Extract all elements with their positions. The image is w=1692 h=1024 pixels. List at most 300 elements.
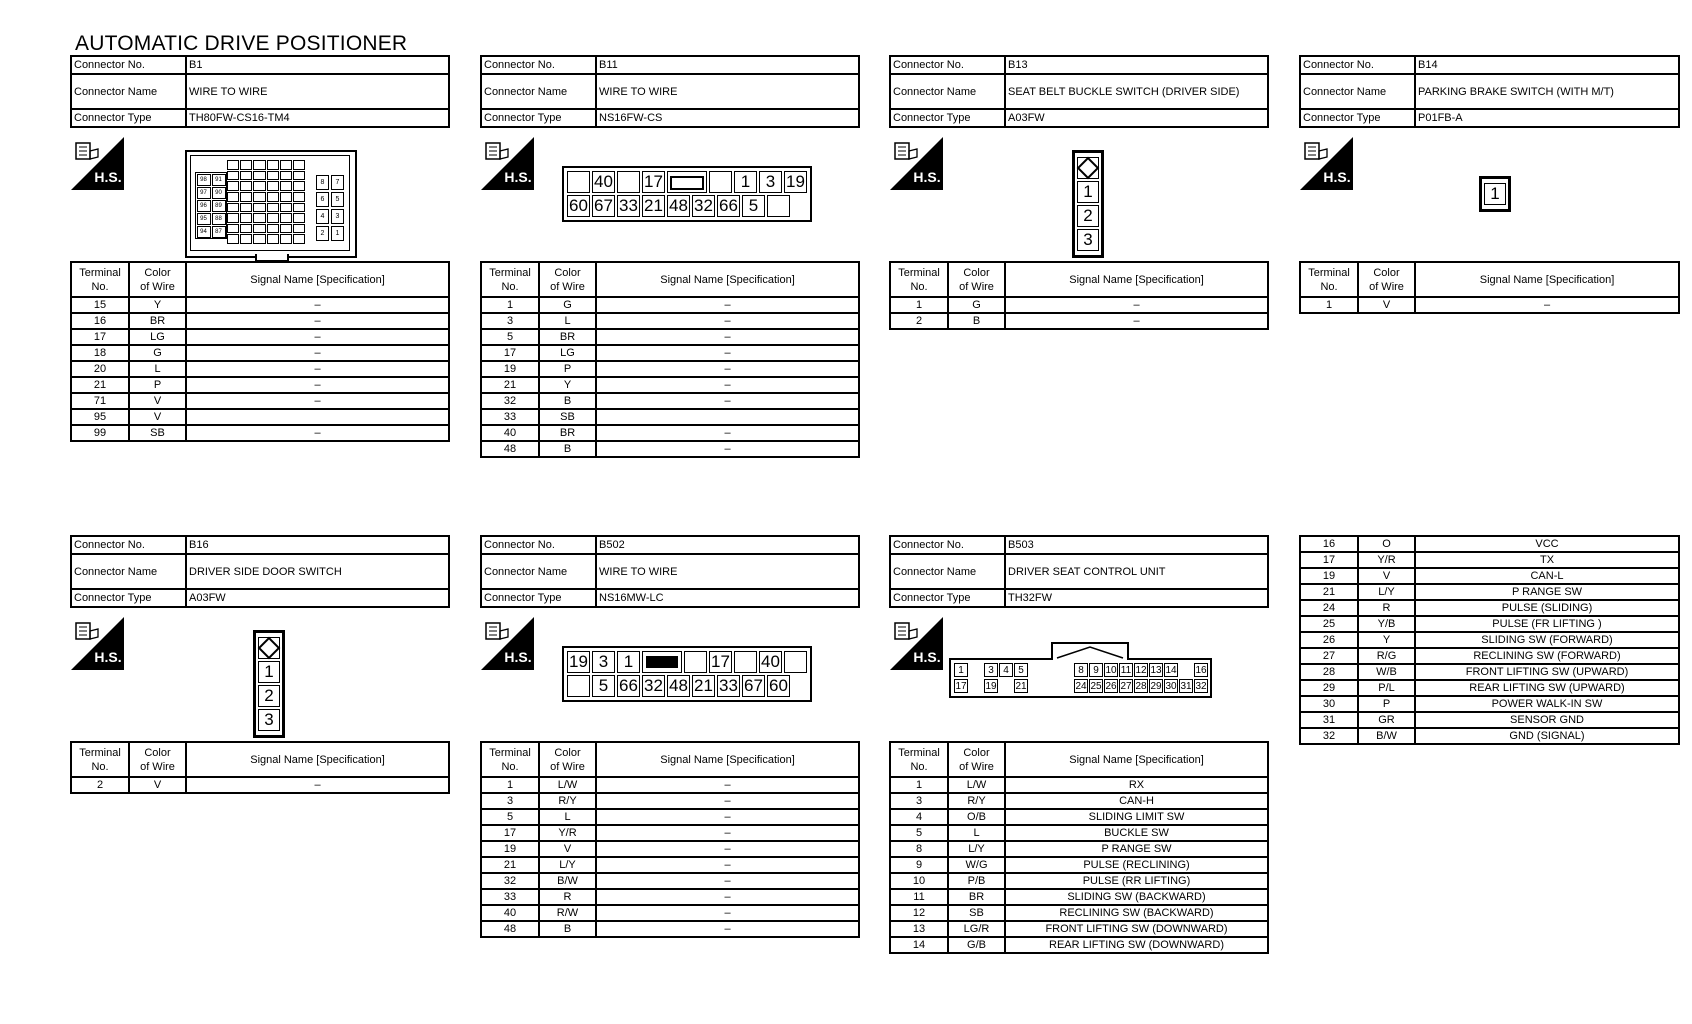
signal-name: – [596,777,859,793]
signal-name [596,409,859,425]
connector-pin-cell [267,213,279,223]
connector-pin-cell [240,181,252,191]
connector-pin: 24 [1075,681,1087,692]
hs-label: H.S. [913,649,941,665]
terminal-no-header: Terminal No. [71,262,129,297]
table-row [481,297,859,313]
wire-color: V [129,393,186,409]
terminal-table [889,261,1269,330]
connector-pin-cell [240,234,252,244]
signal-name: PULSE (FR LIFTING ) [1415,616,1679,632]
connector-no-row [890,56,1268,74]
connector-name-label: Connector Name [481,554,596,589]
connector-pin: 21 [692,675,715,697]
wire-color: L/Y [1358,584,1415,600]
connector-pin [1044,679,1058,693]
connector-pin: 5 [592,675,615,697]
terminal-no: 28 [1300,664,1358,680]
terminal-no: 19 [1300,568,1358,584]
terminal-no: 48 [481,921,539,937]
wire-color: P/L [1358,680,1415,696]
connector-pin [1029,679,1043,693]
connector-header [480,55,860,128]
terminal-no: 25 [1300,616,1358,632]
terminal-no: 1 [1300,297,1358,313]
wire-color: R/W [539,905,596,921]
connector-pin: 3 [258,709,280,731]
connector-pin-cell [293,234,305,244]
wire-color: R [1358,600,1415,616]
connector-pin-cell [253,181,265,191]
connector-pin: 3 [331,209,344,224]
connector-no-label: Connector No. [71,536,186,554]
terminal-table [70,261,450,442]
connector-pin [734,651,757,673]
connector-pin: 60 [567,195,590,217]
terminal-no: 29 [1300,680,1358,696]
connector-pin-cell [267,224,279,234]
connector-pin-cell [293,181,305,191]
wire-color: P [129,377,186,393]
signal-name: – [186,777,449,793]
color-of-wire-header: Color of Wire [1358,262,1415,297]
pin-block-center [227,160,305,244]
terminal-table-header [71,742,449,777]
connector-pin: 60 [767,675,790,697]
connector-type-row [890,109,1268,127]
signal-name: – [186,313,449,329]
signal-name: SENSOR GND [1415,712,1679,728]
terminal-no: 5 [890,825,948,841]
table-row [1300,696,1679,712]
connector-pin-cell [280,171,292,181]
pin-row-top [953,662,1208,678]
wire-color: V [1358,297,1415,313]
color-of-wire-header: Color of Wire [129,742,186,777]
connector-no-label: Connector No. [1300,56,1415,74]
harness-side-icon [71,617,124,670]
signal-name: – [1005,313,1268,329]
connector-pin: 8 [1074,663,1088,677]
terminal-no-header: Terminal No. [481,262,539,297]
connector-type-row [481,589,859,607]
wire-color: Y [129,297,186,313]
wire-color: R [539,889,596,905]
wire-color: B [539,393,596,409]
connector-pin: 3 [592,651,615,673]
terminal-no: 19 [481,361,539,377]
terminal-no: 11 [890,889,948,905]
wire-color: B [539,921,596,937]
connector-pin [969,679,983,693]
signal-name: – [596,905,859,921]
connector-pin [999,679,1013,693]
table-row [1300,584,1679,600]
table-row [1300,552,1679,568]
connector-type-label: Connector Type [890,109,1005,127]
connector-pin: 17 [955,681,967,692]
connector-pin-cell [240,160,252,170]
connector-type-value: NS16MW-LC [596,589,859,607]
terminal-no: 10 [890,873,948,889]
connector-pin: 29 [1150,681,1162,692]
wire-color: B [948,313,1005,329]
wire-color: V [1358,568,1415,584]
table-row [1300,616,1679,632]
terminal-no: 99 [71,425,129,441]
connector-pin-cell [253,213,265,223]
wire-color: L [539,313,596,329]
color-of-wire-header: Color of Wire [129,262,186,297]
connector-pin-cell [227,234,239,244]
connector-pin: 66 [717,195,740,217]
wire-color: G/B [948,937,1005,953]
connector-pin-cell [253,203,265,213]
pin-row [315,225,345,242]
terminal-no: 3 [890,793,948,809]
terminal-no: 32 [481,873,539,889]
wire-color: BR [948,889,1005,905]
connector-pin: 97 [197,187,211,199]
terminal-table [70,741,450,794]
terminal-no: 33 [481,889,539,905]
connector-pin-cell [227,224,239,234]
connector-pin [567,171,590,193]
connector-diagram [889,128,1269,261]
terminal-no: 40 [481,425,539,441]
terminal-no: 1 [890,297,948,313]
connector-block-b503-continued [1299,535,1680,745]
connector-type-label: Connector Type [481,589,596,607]
connector-name-label: Connector Name [481,74,596,109]
signal-name-header: Signal Name [Specification] [596,742,859,777]
connector-pin: 1 [331,226,344,241]
connector-pin: 17 [709,651,732,673]
color-of-wire-header: Color of Wire [948,742,1005,777]
table-row [71,409,449,425]
connector-pin: 32 [642,675,665,697]
connector-pin [1179,663,1193,677]
pin-row [196,199,226,212]
wire-color: LG [539,345,596,361]
connector-name-value: WIRE TO WIRE [186,74,449,109]
table-row [71,777,449,793]
connector-pin: 19 [784,171,807,193]
wire-color: W/G [948,857,1005,873]
connector-name-row [481,74,859,109]
connector-name-value: PARKING BRAKE SWITCH (WITH M/T) [1415,74,1679,109]
signal-name: BUCKLE SW [1005,825,1268,841]
wire-color: R/Y [948,793,1005,809]
signal-name: CAN-H [1005,793,1268,809]
connector-no-value: B503 [1005,536,1268,554]
connector-no-label: Connector No. [481,56,596,74]
connector-pin: 4 [999,663,1013,677]
connector-type-label: Connector Type [481,109,596,127]
connector-no-value: B14 [1415,56,1679,74]
wire-color: V [539,841,596,857]
connector-name-row [1300,74,1679,109]
pin-row [196,212,226,225]
table-row [1300,632,1679,648]
signal-name: – [596,793,859,809]
connector-pin-cell [293,213,305,223]
table-row [890,809,1268,825]
wire-color: G [948,297,1005,313]
signal-name: SLIDING LIMIT SW [1005,809,1268,825]
terminal-no: 32 [481,393,539,409]
signal-name: REAR LIFTING SW (DOWNWARD) [1005,937,1268,953]
hs-label: H.S. [504,169,532,185]
connector-pin: 17 [642,171,665,193]
connector-pin: 25 [1090,681,1102,692]
wire-color: Y [1358,632,1415,648]
connector-pin-cell [240,192,252,202]
signal-name: SLIDING SW (BACKWARD) [1005,889,1268,905]
terminal-no-header: Terminal No. [1300,262,1358,297]
connector-no-value: B13 [1005,56,1268,74]
connector-name-value: DRIVER SEAT CONTROL UNIT [1005,554,1268,589]
harness-side-icon [1300,137,1353,190]
connector-no-label: Connector No. [71,56,186,74]
diamond-shape [1077,157,1100,180]
connector-name-row [71,74,449,109]
wire-color: V [129,777,186,793]
connector-pin: 27 [1120,681,1132,692]
connector-face [949,658,1212,698]
table-row [71,361,449,377]
signal-name: FRONT LIFTING SW (DOWNWARD) [1005,921,1268,937]
hs-label: H.S. [94,649,122,665]
wire-color: O [1358,536,1415,552]
connector-pin-cell [253,171,265,181]
connector-no-value: B11 [596,56,859,74]
table-row [890,905,1268,921]
connector-no-value: B1 [186,56,449,74]
wire-color: B/W [539,873,596,889]
wire-color: Y/R [1358,552,1415,568]
connector-type-row [1300,109,1679,127]
connector-pin: 40 [592,171,615,193]
connector-pin: 21 [1015,681,1027,692]
pin-block-right [315,174,345,242]
table-row [71,297,449,313]
table-row [71,329,449,345]
connector-type-value: P01FB-A [1415,109,1679,127]
connector-name-value: WIRE TO WIRE [596,74,859,109]
connector-no-label: Connector No. [890,536,1005,554]
key-slot [646,656,678,668]
connector-type-row [71,589,449,607]
pin-row [315,191,345,208]
connector-pin-cell [280,160,292,170]
pin-row-bottom [566,194,808,218]
connector-pin-cell [280,234,292,244]
wire-color: W/B [1358,664,1415,680]
connector-pin: 1 [258,661,280,683]
terminal-no: 21 [1300,584,1358,600]
connector-header [70,535,450,608]
table-row [481,825,859,841]
signal-name: – [596,873,859,889]
terminal-no: 12 [890,905,948,921]
connector-pin: 21 [642,195,665,217]
connector-block-b16 [70,535,450,794]
table-row [481,377,859,393]
connector-pin-cell [240,203,252,213]
connector-pin [1029,663,1043,677]
wire-color: P [1358,696,1415,712]
signal-name: CAN-L [1415,568,1679,584]
signal-name-header: Signal Name [Specification] [1415,262,1679,297]
hs-label: H.S. [504,649,532,665]
connector-pin: 1 [617,651,640,673]
connector-pin-cell [267,192,279,202]
terminal-no: 24 [1300,600,1358,616]
terminal-no: 16 [1300,536,1358,552]
harness-side-icon [481,617,534,670]
signal-name: – [186,329,449,345]
table-row [890,777,1268,793]
terminal-table [480,741,860,938]
connector-pin: 48 [667,675,690,697]
key-diamond [258,637,280,659]
signal-name [186,409,449,425]
diamond-shape [258,637,281,660]
connector-pin: 9 [1089,663,1103,677]
connector-pin-cell [240,224,252,234]
table-row [1300,600,1679,616]
terminal-no: 33 [481,409,539,425]
harness-side-icon [890,617,943,670]
terminal-table-header [481,262,859,297]
signal-name: TX [1415,552,1679,568]
connector-pin-cell [267,234,279,244]
signal-name: – [596,857,859,873]
signal-name: – [186,297,449,313]
connector-pin: 28 [1135,681,1147,692]
terminal-table-header [1300,262,1679,297]
signal-name: RECLINING SW (BACKWARD) [1005,905,1268,921]
connector-pin-cell [280,213,292,223]
wire-color: Y/B [1358,616,1415,632]
connector-pin: 16 [1195,665,1207,676]
table-row [1300,297,1679,313]
terminal-no: 2 [890,313,948,329]
table-row [71,393,449,409]
wire-color: SB [539,409,596,425]
wire-color: L/W [539,777,596,793]
connector-diagram [1299,128,1680,261]
connector-pin: 6 [316,192,329,207]
terminal-no: 5 [481,329,539,345]
terminal-no: 40 [481,905,539,921]
terminal-no: 3 [481,793,539,809]
terminal-no: 4 [890,809,948,825]
connector-pin-cell [293,160,305,170]
connector-pin-cell [227,192,239,202]
connector-pin [642,651,682,673]
pin-row-top [566,650,808,674]
connector-pin: 33 [717,675,740,697]
connector-block-b14 [1299,55,1680,314]
connector-name-value: WIRE TO WIRE [596,554,859,589]
connector-pin-cell [267,203,279,213]
terminal-no: 26 [1300,632,1358,648]
connector-type-row [71,109,449,127]
connector-type-value: TH32FW [1005,589,1268,607]
terminal-no: 27 [1300,648,1358,664]
connector-pin-cell [280,181,292,191]
signal-name: – [596,345,859,361]
connector-pin-cell [280,224,292,234]
connector-no-label: Connector No. [890,56,1005,74]
table-row [481,905,859,921]
connector-no-row [481,536,859,554]
connector-name-label: Connector Name [890,74,1005,109]
connector-pin: 33 [617,195,640,217]
connector-pin-cell [280,203,292,213]
terminal-table-header [71,262,449,297]
terminal-no: 48 [481,441,539,457]
connector-pin: 87 [212,226,226,238]
wire-color: R/G [1358,648,1415,664]
table-row [481,793,859,809]
terminal-no: 5 [481,809,539,825]
signal-name: – [186,377,449,393]
table-row [890,793,1268,809]
table-row [481,777,859,793]
key-diamond [1077,157,1099,179]
signal-name: – [596,425,859,441]
table-row [1300,648,1679,664]
wire-color: V [129,409,186,425]
table-row [71,313,449,329]
connector-diagram [480,608,860,741]
terminal-no: 1 [481,777,539,793]
page-title: AUTOMATIC DRIVE POSITIONER [75,32,408,55]
table-row [481,441,859,457]
connector-type-value: TH80FW-CS16-TM4 [186,109,449,127]
wire-color: LG [129,329,186,345]
connector-pin: 1 [1077,181,1099,203]
terminal-no: 21 [481,377,539,393]
connector-face [1072,150,1104,258]
signal-name: RX [1005,777,1268,793]
table-row [890,297,1268,313]
connector-pin [567,675,590,697]
latch-triangle [1053,644,1127,660]
connector-type-row [890,589,1268,607]
terminal-table [889,741,1269,954]
terminal-no: 1 [481,297,539,313]
terminal-no: 31 [1300,712,1358,728]
table-row [71,345,449,361]
pin-row-bottom [566,674,808,698]
table-row [890,825,1268,841]
connector-pin-cell [293,224,305,234]
connector-type-value: NS16FW-CS [596,109,859,127]
connector-pin: 11 [1120,665,1132,676]
connector-block-b1 [70,55,450,442]
connector-name-label: Connector Name [71,74,186,109]
wire-color: SB [948,905,1005,921]
table-row [481,425,859,441]
connector-pin: 32 [1195,681,1207,692]
connector-name-value: SEAT BELT BUCKLE SWITCH (DRIVER SIDE) [1005,74,1268,109]
signal-name: – [1415,297,1679,313]
terminal-table [480,261,860,458]
